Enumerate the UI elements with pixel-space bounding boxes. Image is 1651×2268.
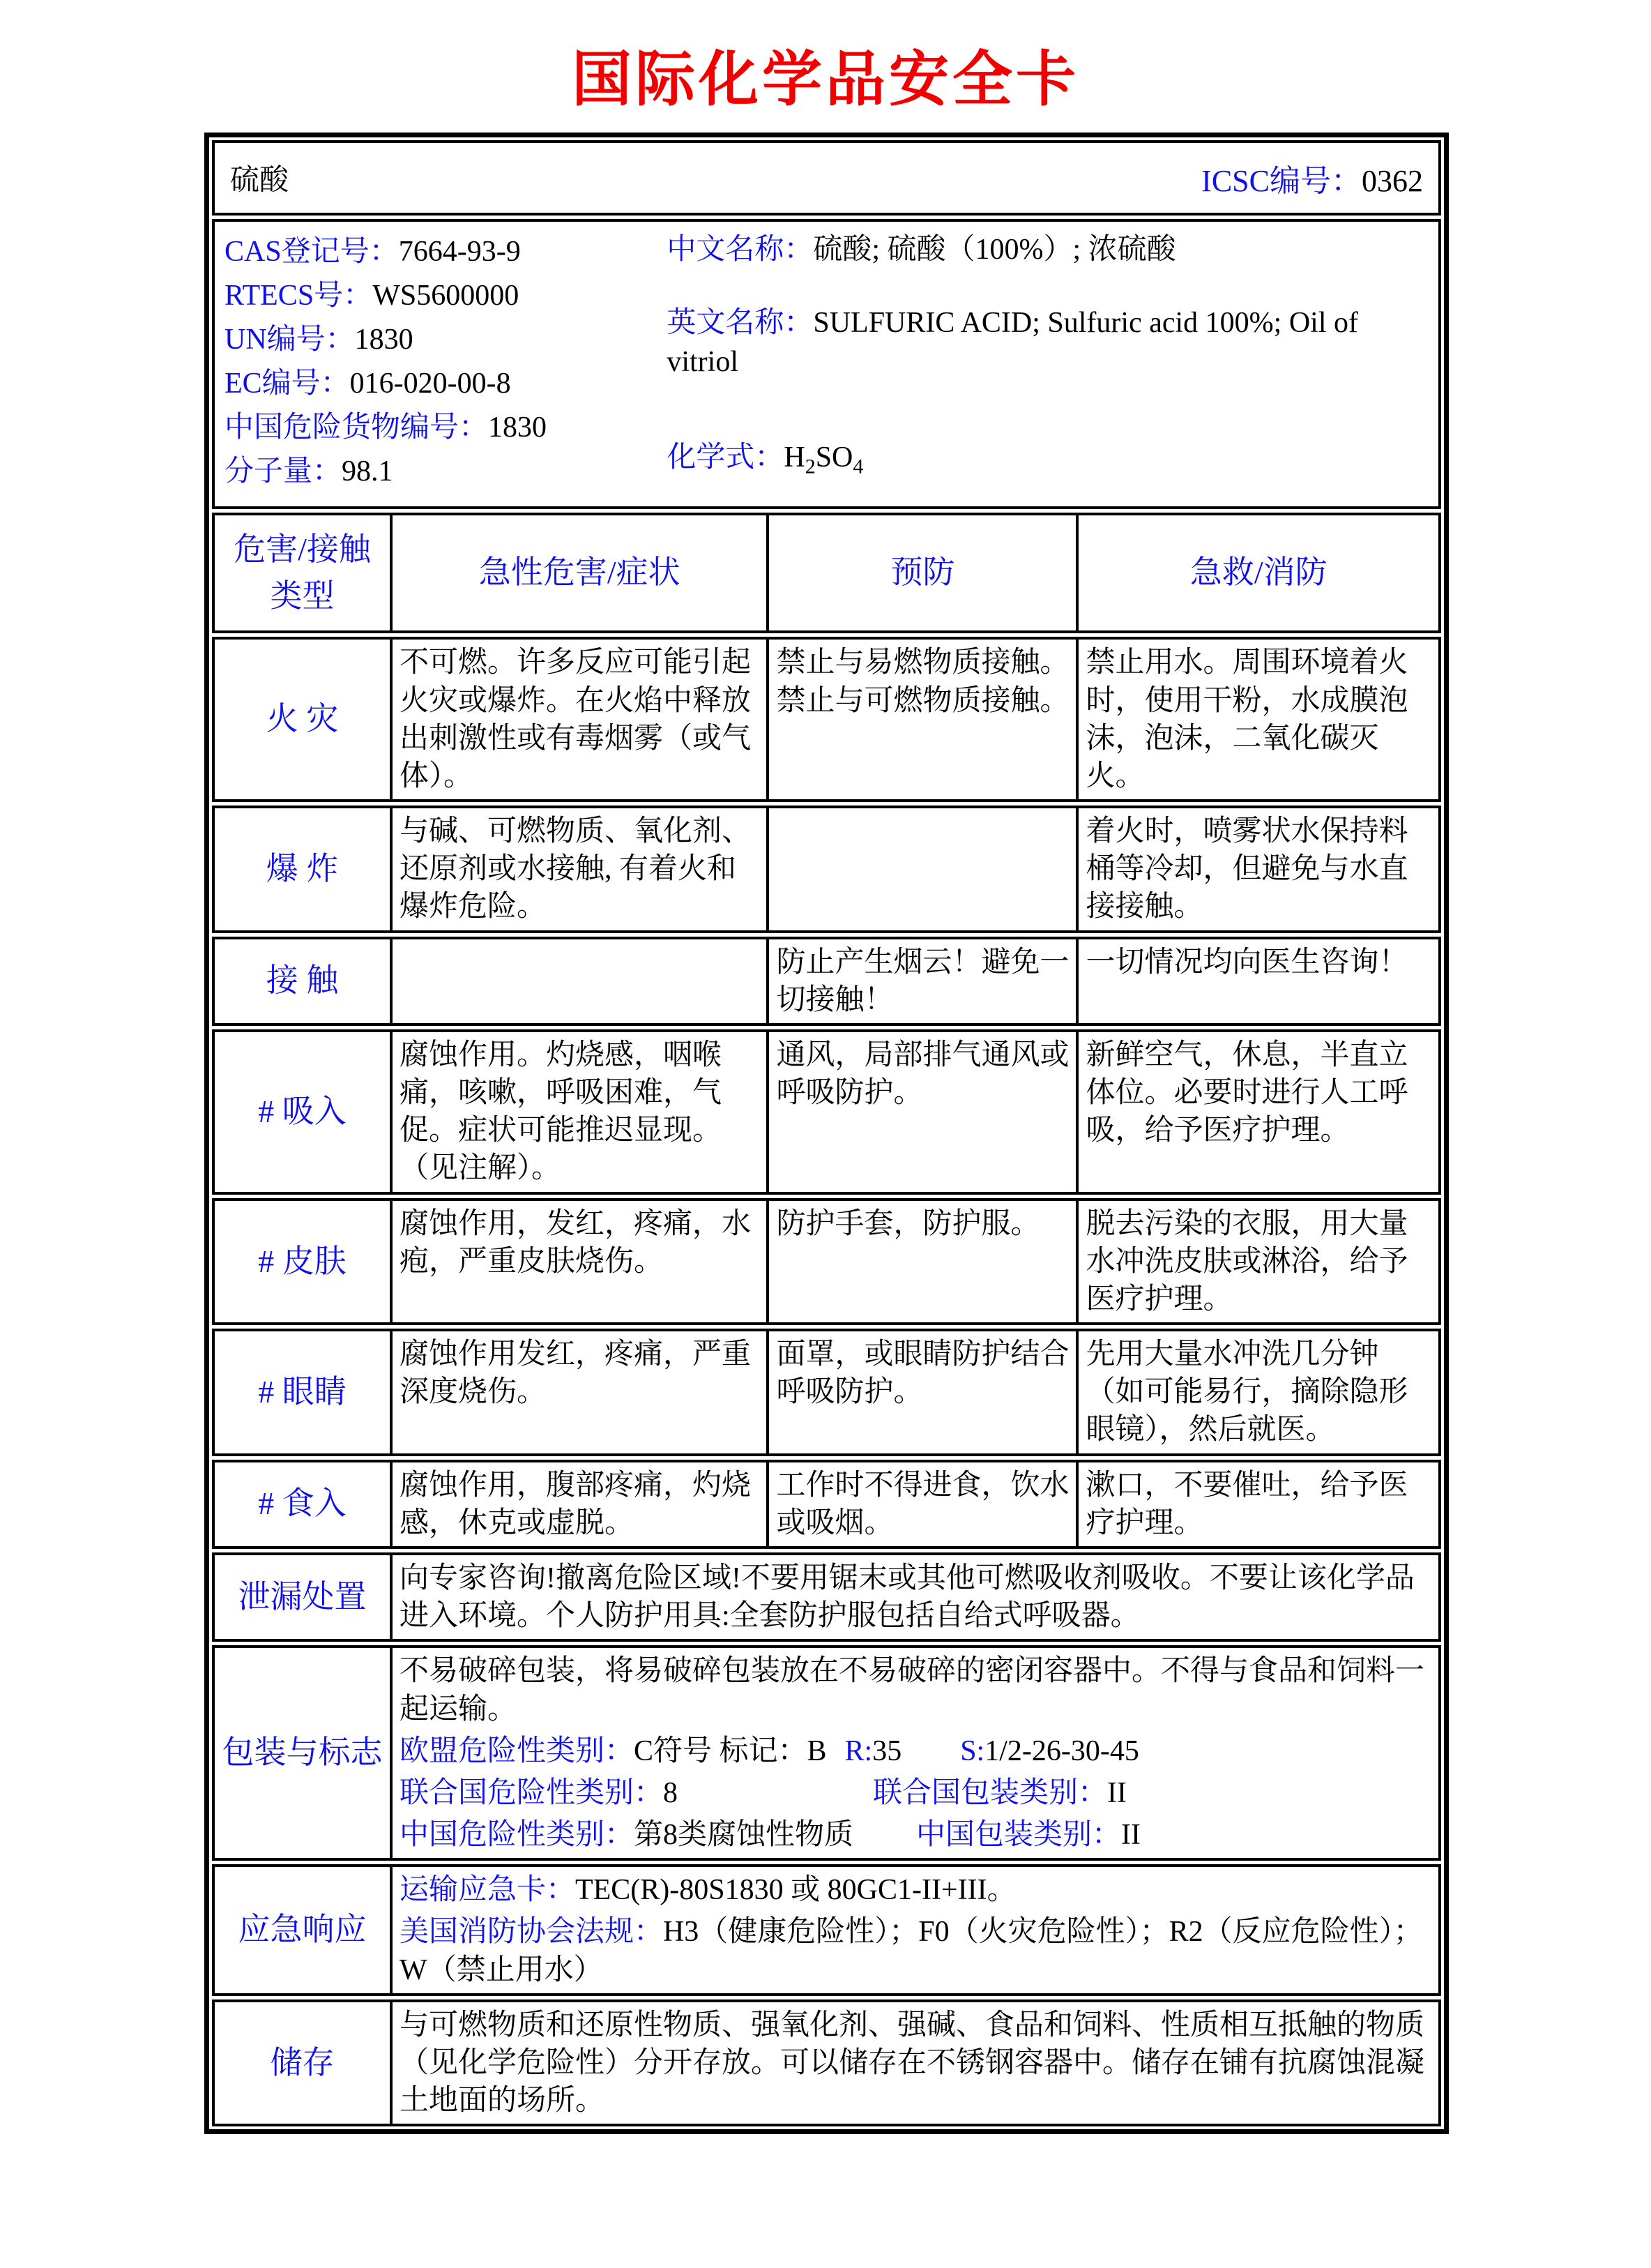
chemical-formula-label: 化学式： bbox=[667, 441, 784, 474]
s-phrases-value: 1/2-26-30-45 bbox=[984, 1734, 1139, 1767]
cn-pack-group-label: 中国包装类别： bbox=[915, 1819, 1121, 1852]
explosion-symptom-cell: 与碱、可燃物质、氧化剂、还原剂或水接触, 有着火和爆炸危险。 bbox=[390, 808, 767, 930]
explosion-response-cell: 着火时，喷雾状水保持料桶等冷却，但避免与水直接接触。 bbox=[1076, 808, 1438, 930]
icsc-number-value: 0362 bbox=[1362, 164, 1423, 198]
un-number-label: UN编号： bbox=[225, 324, 355, 356]
nfpa-value: H3（健康危险性）；F0（火灾危险性）；R2（反应危险性）；W（禁止用水） bbox=[399, 1916, 1423, 1986]
row-label-exposure: 接 触 bbox=[266, 962, 339, 999]
identifiers-right-column bbox=[662, 227, 1438, 497]
chinese-name-line bbox=[667, 230, 1429, 270]
row-label-inhalation: # 吸入 bbox=[258, 1093, 347, 1129]
row-label-packaging: 包装与标志 bbox=[222, 1734, 383, 1771]
un-pack-group-label: 联合国包装类别： bbox=[872, 1776, 1107, 1809]
hazard-row-fire bbox=[212, 637, 1441, 802]
hazard-col-header-type: 危害/接触 类型 bbox=[234, 531, 371, 614]
ingestion-prevention-cell: 工作时不得进食，饮水或吸烟。 bbox=[766, 1462, 1076, 1546]
card-header-section bbox=[212, 140, 1441, 216]
storage-section bbox=[212, 1999, 1441, 2127]
eyes-symptom-cell: 腐蚀作用发红，疼痛，严重深度烧伤。 bbox=[390, 1331, 767, 1453]
skin-response-cell: 脱去污染的衣服，用大量水冲洗皮肤或淋浴，给予医疗护理。 bbox=[1076, 1201, 1438, 1323]
hazard-col-header-firstaid: 急救/消防 bbox=[1076, 515, 1438, 630]
emergency-content-cell bbox=[390, 1867, 1438, 1993]
hazard-header-section bbox=[212, 513, 1441, 633]
row-label-explosion: 爆 炸 bbox=[266, 850, 339, 886]
eyes-prevention-cell: 面罩，或眼睛防护结合呼吸防护。 bbox=[766, 1331, 1076, 1453]
english-name-line bbox=[667, 303, 1429, 382]
packaging-content-cell bbox=[390, 1648, 1438, 1858]
hazard-row-skin bbox=[212, 1198, 1441, 1326]
skin-prevention-cell: 防护手套，防护服。 bbox=[766, 1201, 1076, 1323]
r-phrases-value: 35 bbox=[872, 1734, 902, 1767]
cn-hazard-class-value: 第8类腐蚀性物质 bbox=[633, 1819, 853, 1852]
icsc-number-label: ICSC编号： bbox=[1201, 164, 1362, 198]
packaging-transport-note: 不易破碎包装，将易破碎包装放在不易破碎的密闭容器中。不得与食品和饲料一起运输。 bbox=[399, 1655, 1424, 1725]
safety-card bbox=[204, 133, 1449, 2134]
identifiers-section bbox=[212, 219, 1441, 509]
un-hazard-class-label: 联合国危险性类别： bbox=[399, 1776, 663, 1809]
ec-number-label: EC编号： bbox=[225, 368, 350, 400]
nfpa-line bbox=[400, 1913, 1431, 1988]
r-phrases-label: R: bbox=[844, 1734, 873, 1767]
inhalation-response-cell: 新鲜空气，休息，半直立体位。必要时进行人工呼吸，给予医疗护理。 bbox=[1076, 1032, 1438, 1192]
row-label-storage: 储存 bbox=[270, 2044, 335, 2080]
s-phrases-label: S: bbox=[960, 1734, 985, 1767]
ingestion-symptom-cell: 腐蚀作用，腹部疼痛，灼烧感，休克或虚脱。 bbox=[390, 1462, 767, 1546]
inhalation-prevention-cell: 通风，局部排气通风或呼吸防护。 bbox=[766, 1032, 1076, 1192]
hazard-row-explosion bbox=[212, 806, 1441, 933]
hazard-row-ingestion bbox=[212, 1460, 1441, 1549]
molecular-weight-value: 98.1 bbox=[342, 455, 393, 487]
rtecs-number-value: WS5600000 bbox=[372, 280, 519, 312]
hazard-col-header-prevention: 预防 bbox=[766, 515, 1076, 630]
exposure-response-cell: 一切情况均向医生咨询！ bbox=[1076, 939, 1438, 1023]
storage-text-cell: 与可燃物质和还原性物质、强氧化剂、强碱、食品和饲料、性质相互抵触的物质（见化学危险性）分开存放。可以储存在不锈钢容器中。储存在铺有抗腐蚀混凝土地面的场所。 bbox=[390, 2002, 1438, 2124]
fire-response-cell: 禁止用水。周围环境着火时，使用干粉，水成膜泡沫，泡沫，二氧化碳灭火。 bbox=[1076, 640, 1438, 799]
hazard-row-inhalation bbox=[212, 1029, 1441, 1195]
row-label-ingestion: # 食入 bbox=[258, 1485, 347, 1522]
row-label-fire: 火 灾 bbox=[266, 701, 339, 737]
hazard-row-eyes bbox=[212, 1329, 1441, 1456]
skin-symptom-cell: 腐蚀作用，发红，疼痛，水疱，严重皮肤烧伤。 bbox=[390, 1201, 767, 1323]
page-title: 国际化学品安全卡 bbox=[572, 46, 1079, 113]
un-pack-group-value: II bbox=[1106, 1776, 1127, 1809]
rtecs-number-line bbox=[225, 274, 658, 318]
transport-emergency-card-label: 运输应急卡： bbox=[399, 1874, 575, 1907]
icsc-number bbox=[1201, 156, 1423, 200]
identifiers-left-column bbox=[215, 227, 662, 497]
hazard-row-exposure bbox=[212, 937, 1441, 1026]
un-number-value: 1830 bbox=[354, 324, 413, 356]
exposure-symptom-cell bbox=[390, 939, 767, 1023]
hazard-col-header-symptoms: 急性危害/症状 bbox=[390, 515, 767, 630]
cn-class-line bbox=[400, 1816, 1431, 1854]
molecular-weight-line bbox=[225, 450, 658, 494]
ec-number-line bbox=[225, 362, 658, 406]
english-name-value: SULFURIC ACID; Sulfuric acid 100%; Oil of vitriol bbox=[667, 306, 1358, 379]
un-number-line bbox=[225, 318, 658, 362]
un-hazard-class-value: 8 bbox=[662, 1776, 678, 1809]
page bbox=[0, 31, 1651, 2268]
cn-pack-group-value: II bbox=[1121, 1819, 1141, 1852]
packaging-section bbox=[212, 1645, 1441, 1861]
cas-number-label: CAS登记号： bbox=[225, 236, 399, 268]
english-name-label: 英文名称： bbox=[667, 306, 814, 339]
row-label-spillage: 泄漏处置 bbox=[238, 1578, 367, 1615]
chinese-name-value: 硫酸; 硫酸（100%）; 浓硫酸 bbox=[813, 234, 1176, 266]
ingestion-response-cell: 漱口，不要催吐，给予医疗护理。 bbox=[1076, 1462, 1438, 1546]
eu-hazard-class-label: 欧盟危险性类别： bbox=[399, 1734, 634, 1767]
transport-emergency-card-value: TEC(R)-80S1830 或 80GC1-II+III。 bbox=[575, 1874, 1017, 1907]
row-label-emergency: 应急响应 bbox=[238, 1912, 367, 1948]
cas-number-line bbox=[225, 230, 658, 274]
un-class-line bbox=[400, 1774, 1431, 1812]
spillage-text-cell: 向专家咨询!撤离危险区域!不要用锯末或其他可燃吸收剂吸收。不要让该化学品进入环境。个人防护用具:全套防护服包括自给式呼吸器。 bbox=[390, 1555, 1438, 1639]
fire-prevention-cell: 禁止与易燃物质接触。禁止与可燃物质接触。 bbox=[766, 640, 1076, 799]
eyes-response-cell: 先用大量水冲洗几分钟（如可能易行，摘除隐形眼镜），然后就医。 bbox=[1076, 1331, 1438, 1453]
substance-name: 硫酸 bbox=[230, 165, 289, 197]
china-dg-number-value: 1830 bbox=[488, 411, 547, 444]
emergency-section bbox=[212, 1864, 1441, 1996]
transport-emergency-card-line bbox=[400, 1871, 1431, 1909]
spillage-section bbox=[212, 1552, 1441, 1642]
nfpa-label: 美国消防协会法规： bbox=[399, 1916, 663, 1949]
fire-symptom-cell: 不可燃。许多反应可能引起火灾或爆炸。在火焰中释放出刺激性或有毒烟雾（或气体）。 bbox=[390, 640, 767, 799]
cas-number-value: 7664-93-9 bbox=[398, 236, 521, 268]
row-label-eyes: # 眼睛 bbox=[258, 1374, 347, 1410]
cn-hazard-class-label: 中国危险性类别： bbox=[399, 1819, 634, 1852]
chinese-name-label: 中文名称： bbox=[667, 234, 814, 266]
chemical-formula-line bbox=[667, 438, 1429, 481]
china-dg-number-line bbox=[225, 406, 658, 450]
molecular-weight-label: 分子量： bbox=[225, 455, 342, 487]
chemical-formula-value: $H_2SO_4$ bbox=[784, 441, 864, 478]
row-label-skin: # 皮肤 bbox=[258, 1243, 347, 1279]
rtecs-number-label: RTECS号： bbox=[225, 280, 373, 312]
exposure-prevention-cell: 防止产生烟云！避免一切接触！ bbox=[766, 939, 1076, 1023]
explosion-prevention-cell bbox=[766, 808, 1076, 930]
inhalation-symptom-cell: 腐蚀作用。灼烧感，咽喉痛，咳嗽，呼吸困难，气促。症状可能推迟显现。（见注解）。 bbox=[390, 1032, 767, 1192]
eu-hazard-class-value: C符号 标记：B bbox=[633, 1734, 827, 1767]
eu-hazard-class-line bbox=[400, 1732, 1431, 1770]
china-dg-number-label: 中国危险货物编号： bbox=[225, 411, 489, 444]
ec-number-value: 016-020-00-8 bbox=[349, 368, 511, 400]
